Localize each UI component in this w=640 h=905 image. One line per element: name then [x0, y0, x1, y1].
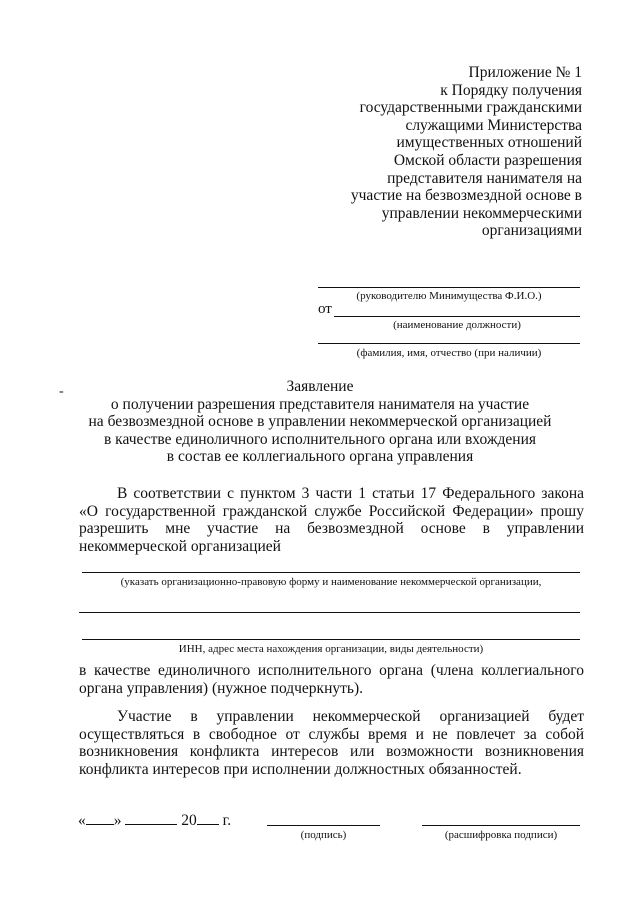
title-line: в качестве единоличного исполнительного органа или вхождения [103, 430, 537, 448]
organization-caption: (указать организационно-правовую форму и наименование некоммерческой организации, [120, 576, 542, 588]
date-close-quote: » [113, 812, 122, 829]
title-line: о получении разрешения представителя нанимателя на участие [110, 395, 530, 413]
year-prefix: 20 [181, 812, 197, 829]
from-label: от [318, 301, 332, 317]
appendix-line: имущественных отношений [396, 134, 582, 152]
appendix-line: служащими Министерства [405, 116, 582, 134]
statement-title [60, 378, 580, 466]
position-line [334, 316, 580, 317]
signature-decode-caption: (расшифровка подписи) [444, 829, 558, 841]
year-suffix: г. [222, 812, 232, 829]
signature-caption: (подпись) [300, 829, 347, 841]
position-caption: (наименование должности) [393, 319, 521, 331]
month-blank[interactable] [125, 810, 177, 825]
paragraph-line: В соответствии с пунктом 3 части 1 статьи 17 Федерального закона [117, 485, 584, 502]
title-line: в состав ее коллегиального органа управления [166, 448, 474, 466]
signature-line[interactable] [267, 825, 380, 826]
paragraph-line: «О государственной гражданской службе Российской Федерации» прошу [79, 502, 584, 520]
appendix-line: государственными гражданскими [359, 99, 582, 117]
year-blank[interactable] [197, 810, 219, 825]
paragraph-line: Участие в управлении некоммерческой организацией будет [117, 708, 584, 725]
organization-line-3 [82, 639, 580, 640]
organization-line-2 [79, 612, 580, 613]
title-line: на безвозмездной основе в управлении некоммерческой организацией [88, 413, 552, 431]
conflict-paragraph [79, 708, 584, 778]
appendix-line: организациями [481, 222, 582, 240]
paragraph-line: органа управления) (нужное подчеркнуть). [79, 679, 364, 697]
role-paragraph [79, 662, 584, 697]
inn-caption: ИНН, адрес места нахождения организации, виды деятельности) [178, 643, 484, 655]
applicant-name-line [318, 343, 580, 344]
appendix-line: к Порядку получения [440, 81, 582, 99]
request-paragraph [79, 485, 584, 555]
appendix-line: представителя нанимателя на [387, 169, 582, 187]
appendix-line: Приложение № 1 [468, 64, 582, 81]
paragraph-line: в качестве единоличного исполнительного органа (члена коллегиального [79, 662, 584, 679]
paragraph-line: конфликта интересов при исполнении должностных обязанностей. [79, 760, 522, 778]
head-name-line [318, 287, 580, 288]
appendix-line: Омской области разрешения [393, 151, 582, 169]
applicant-name-caption: (фамилия, имя, отчество (при наличии) [356, 347, 542, 359]
paragraph-line: возникновения конфликта интересов или возможности возникновения [79, 743, 584, 761]
head-name-caption: (руководителю Минимущества Ф.И.О.) [356, 290, 542, 302]
margin-mark: - [59, 384, 64, 399]
paragraph-line: осуществляться в свободное от службы время и не повлечет за собой [79, 725, 584, 743]
appendix-header [302, 64, 582, 240]
appendix-line: участие на безвозмездной основе в [350, 187, 582, 205]
paragraph-line: разрешить мне участие на безвозмездной основе в управлении [79, 520, 584, 538]
organization-line-1 [82, 572, 580, 573]
paragraph-line: некоммерческой организацией [79, 537, 281, 555]
day-blank[interactable] [86, 810, 114, 825]
title-line: Заявление [286, 378, 354, 395]
signature-decode-line[interactable] [422, 825, 580, 826]
appendix-line: управлении некоммерческими [381, 204, 582, 222]
date-open-quote: « [78, 812, 86, 829]
date-field [78, 810, 231, 830]
